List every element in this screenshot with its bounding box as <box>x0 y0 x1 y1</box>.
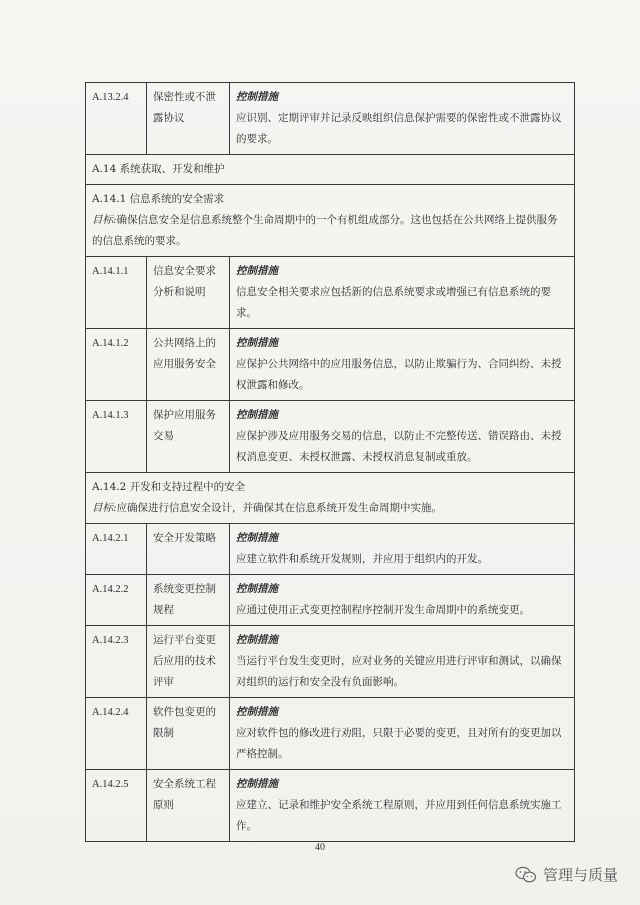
control-row <box>86 524 575 575</box>
control-text: 应识别、定期评审并记录反映组织信息保护需要的保密性或不泄露协议的要求。 <box>236 112 562 145</box>
control-row <box>86 257 575 329</box>
control-name: 安全系统工程原则 <box>147 770 230 842</box>
control-id: A.14.2.1 <box>86 524 147 575</box>
objective-cell <box>86 473 575 524</box>
control-id: A.13.2.4 <box>86 83 147 155</box>
control-name: 系统变更控制规程 <box>147 575 230 626</box>
control-name: 保密性或不泄露协议 <box>147 83 230 155</box>
control-text: 应保护涉及应用服务交易的信息，以防止不完整传送、错误路由、未授权消息变更、未授权泄露、未授权消息复制或重放。 <box>236 430 562 463</box>
objective-heading: A.14.2 开发和支持过程中的安全 <box>92 481 246 493</box>
goal-label: 目标: <box>92 214 117 226</box>
control-body <box>230 770 575 842</box>
goal-text: 应确保进行信息安全设计，并确保其在信息系统开发生命周期中实施。 <box>116 502 443 514</box>
control-label: 控制措施 <box>236 91 278 103</box>
control-name: 安全开发策略 <box>147 524 230 575</box>
control-id: A.14.1.1 <box>86 257 147 329</box>
control-body <box>230 524 575 575</box>
control-row <box>86 575 575 626</box>
control-body <box>230 401 575 473</box>
control-body <box>230 329 575 401</box>
control-text: 应建立软件和系统开发规则，并应用于组织内的开发。 <box>236 553 488 565</box>
control-name: 信息安全要求分析和说明 <box>147 257 230 329</box>
control-row <box>86 401 575 473</box>
control-text: 应保护公共网络中的应用服务信息，以防止欺骗行为、合同纠纷、未授权泄露和修改。 <box>236 358 562 391</box>
control-name: 软件包变更的限制 <box>147 698 230 770</box>
controls-table <box>85 82 575 842</box>
control-row <box>86 329 575 401</box>
control-label: 控制措施 <box>236 409 278 421</box>
control-body <box>230 83 575 155</box>
wechat-icon <box>515 866 537 884</box>
control-id: A.14.2.3 <box>86 626 147 698</box>
control-text: 当运行平台发生变更时，应对业务的关键应用进行评审和测试，以确保对组织的运行和安全没有负面影响。 <box>236 655 562 688</box>
control-id: A.14.1.2 <box>86 329 147 401</box>
goal-text: 确保信息安全是信息系统整个生命周期中的一个有机组成部分。这也包括在公共网络上提供服务的信息系统的要求。 <box>92 214 558 247</box>
control-text: 信息安全相关要求应包括新的信息系统要求或增强已有信息系统的要求。 <box>236 286 551 319</box>
control-name: 保护应用服务交易 <box>147 401 230 473</box>
control-id: A.14.2.2 <box>86 575 147 626</box>
control-label: 控制措施 <box>236 583 278 595</box>
control-row <box>86 626 575 698</box>
control-id: A.14.2.5 <box>86 770 147 842</box>
control-text: 应通过使用正式变更控制程序控制开发生命周期中的系统变更。 <box>236 604 530 616</box>
control-id: A.14.2.4 <box>86 698 147 770</box>
objective-heading: A.14.1 信息系统的安全需求 <box>92 193 225 205</box>
objective-goal <box>92 210 568 252</box>
control-label: 控制措施 <box>236 778 278 790</box>
control-label: 控制措施 <box>236 265 278 277</box>
control-id: A.14.1.3 <box>86 401 147 473</box>
control-body <box>230 575 575 626</box>
control-body <box>230 257 575 329</box>
section-heading: A.14 系统获取、开发和维护 <box>86 155 575 185</box>
objective-row <box>86 185 575 257</box>
control-label: 控制措施 <box>236 706 278 718</box>
goal-label: 目标: <box>92 502 117 514</box>
section-row <box>86 155 575 185</box>
control-name: 运行平台变更后应用的技术评审 <box>147 626 230 698</box>
control-body <box>230 698 575 770</box>
page-number: 40 <box>315 842 325 853</box>
control-body <box>230 626 575 698</box>
control-label: 控制措施 <box>236 532 278 544</box>
control-row <box>86 698 575 770</box>
control-text: 应建立、记录和维护安全系统工程原则，并应用到任何信息系统实施工作。 <box>236 799 562 832</box>
objective-cell <box>86 185 575 257</box>
control-label: 控制措施 <box>236 337 278 349</box>
objective-row <box>86 473 575 524</box>
control-name: 公共网络上的应用服务安全 <box>147 329 230 401</box>
control-row <box>86 83 575 155</box>
control-label: 控制措施 <box>236 634 278 646</box>
control-text: 应对软件包的修改进行劝阻，只限于必要的变更，且对所有的变更加以严格控制。 <box>236 727 562 760</box>
control-row <box>86 770 575 842</box>
watermark <box>515 864 618 885</box>
objective-goal <box>92 498 568 519</box>
watermark-text: 管理与质量 <box>542 866 618 884</box>
